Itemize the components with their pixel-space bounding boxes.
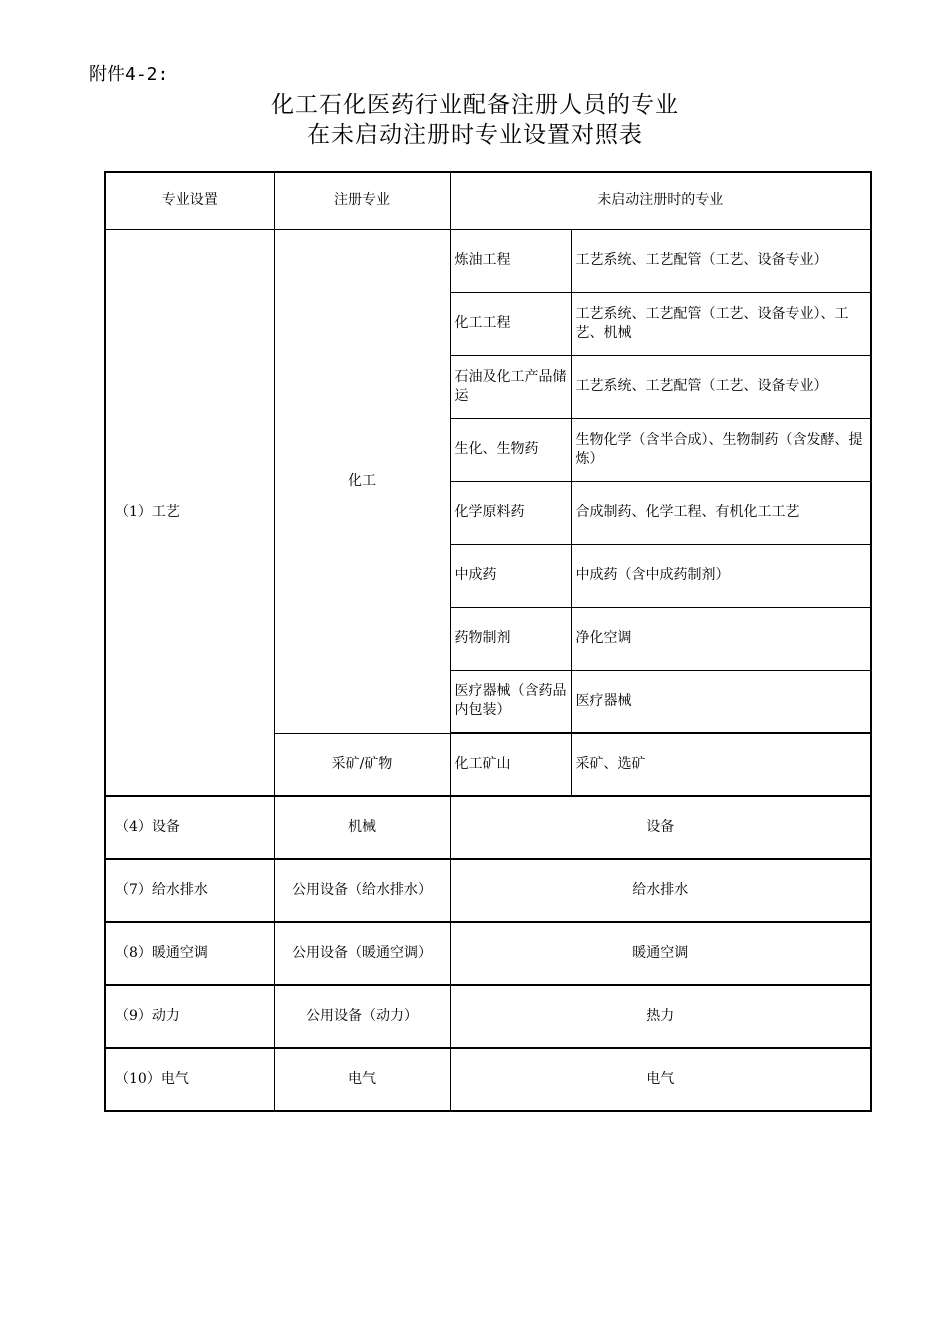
legacy-major-cell: 热力 (450, 985, 871, 1048)
registered-major-cell: 电气 (274, 1048, 450, 1111)
setting-cell: （8）暖通空调 (105, 922, 274, 985)
table-row (105, 985, 871, 1048)
sub-specialty: 医疗器械（含药品内包装） (450, 670, 571, 733)
sub-specialty: 化工矿山 (450, 733, 571, 796)
page-title-line1: 化工石化医药行业配备注册人员的专业 (271, 92, 679, 118)
comparison-table (104, 171, 872, 1112)
table-row (105, 796, 871, 859)
table-row (105, 922, 871, 985)
sub-specialty: 中成药 (450, 544, 571, 607)
setting-cell: （9）动力 (105, 985, 274, 1048)
legacy-detail: 净化空调 (571, 607, 871, 670)
page-title-line2: 在未启动注册时专业设置对照表 (307, 122, 643, 148)
table-row (105, 859, 871, 922)
legacy-detail: 生物化学（含半合成）、生物制药（含发酵、提炼） (571, 418, 871, 481)
legacy-major-cell: 设备 (450, 796, 871, 859)
legacy-detail: 中成药（含中成药制剂） (571, 544, 871, 607)
header-row (105, 172, 871, 229)
sub-specialty: 生化、生物药 (450, 418, 571, 481)
setting-cell: （10）电气 (105, 1048, 274, 1111)
attachment-label: 附件4-2: (89, 64, 169, 85)
registered-major-cell: 机械 (274, 796, 450, 859)
major-chemical: 化工 (274, 229, 450, 733)
setting-process: （1）工艺 (105, 229, 274, 796)
legacy-detail: 合成制药、化学工程、有机化工工艺 (571, 481, 871, 544)
header-legacy-major: 未启动注册时的专业 (450, 172, 871, 229)
registered-major-cell: 公用设备（给水排水） (274, 859, 450, 922)
table-row (105, 229, 871, 292)
sub-specialty: 化工工程 (450, 292, 571, 355)
sub-specialty: 化学原料药 (450, 481, 571, 544)
registered-major-cell: 公用设备（暖通空调） (274, 922, 450, 985)
legacy-detail: 工艺系统、工艺配管（工艺、设备专业） (571, 355, 871, 418)
major-mining: 采矿/矿物 (274, 733, 450, 796)
header-setting: 专业设置 (105, 172, 274, 229)
header-registered-major: 注册专业 (274, 172, 450, 229)
legacy-detail: 采矿、选矿 (571, 733, 871, 796)
setting-cell: （4）设备 (105, 796, 274, 859)
legacy-detail: 工艺系统、工艺配管（工艺、设备专业） (571, 229, 871, 292)
sub-specialty: 药物制剂 (450, 607, 571, 670)
legacy-major-cell: 给水排水 (450, 859, 871, 922)
legacy-detail: 医疗器械 (571, 670, 871, 733)
sub-specialty: 石油及化工产品储运 (450, 355, 571, 418)
legacy-detail: 工艺系统、工艺配管（工艺、设备专业）、工艺、机械 (571, 292, 871, 355)
table-row (105, 1048, 871, 1111)
legacy-major-cell: 电气 (450, 1048, 871, 1111)
setting-cell: （7）给水排水 (105, 859, 274, 922)
sub-specialty: 炼油工程 (450, 229, 571, 292)
registered-major-cell: 公用设备（动力） (274, 985, 450, 1048)
legacy-major-cell: 暖通空调 (450, 922, 871, 985)
